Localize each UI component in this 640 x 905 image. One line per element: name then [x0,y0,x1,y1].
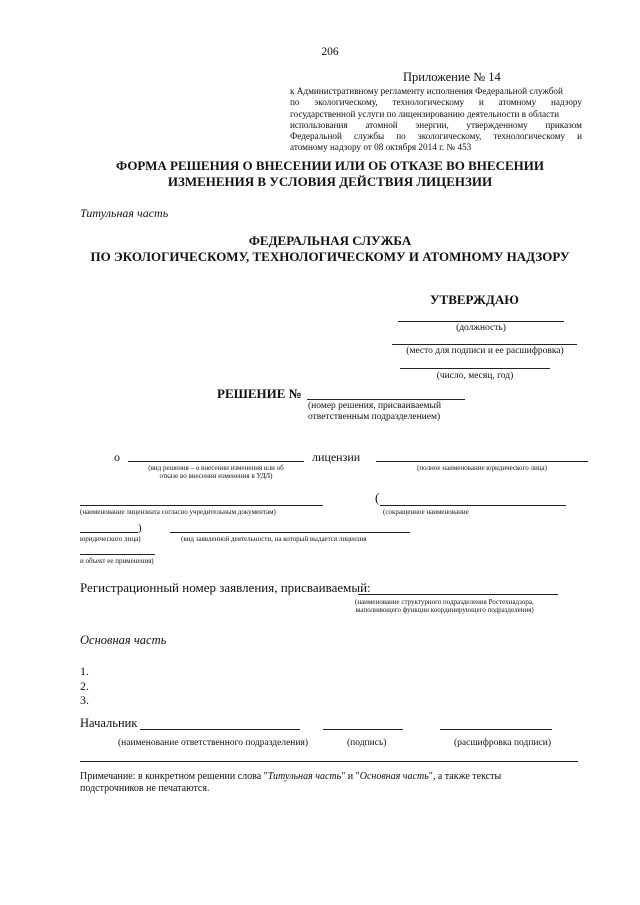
decision-type-caption-line: отказе во внесении изменения в УДЛ) [159,472,273,480]
licensee-name-line [80,505,323,506]
agency-line-1: ФЕДЕРАЛЬНАЯ СЛУЖБА [248,233,412,248]
decision-caption-line: (номер решения, присваиваемый [308,401,442,411]
list-item: 2. [80,678,89,693]
form-title [80,158,580,190]
appendix-title: Приложение № 14 [403,70,501,84]
legal-entity-line [80,532,138,533]
legal-name-line [376,461,588,462]
sign-caption: (подпись) [347,738,387,748]
activity-line [170,532,410,533]
decode-caption: (расшифровка подписи) [454,738,551,748]
license-prefix: о [114,450,120,464]
note-suffix: ", а также тексты [428,771,502,782]
registration-caption-line: выполняющего функции координирующего подразделения) [355,606,534,614]
note [80,771,501,795]
decision-label: РЕШЕНИЕ № [217,386,302,401]
appendix-line: атомному надзору от 08 октября 2014 г. № 453 [290,142,472,153]
approve-heading: УТВЕРЖДАЮ [430,292,519,307]
legal-name-caption: (полное наименование юридического лица) [417,464,547,472]
department-line [140,729,300,730]
appendix-line: по экологическому, технологическому и атомному надзору [290,97,582,108]
numbered-list [80,664,89,708]
decision-type-caption [128,464,304,480]
short-name-caption: (сокращенное наименование [383,508,469,516]
note-term-1: Титульная часть [267,771,342,782]
appendix-line: к Административному регламенту исполнения Федеральной службой [290,86,563,96]
sign-line [323,729,403,730]
form-title-line-1: ФОРМА РЕШЕНИЯ О ВНЕСЕНИИ ИЛИ ОБ ОТКАЗЕ ВО ВНЕСЕНИИ [116,158,544,173]
object-line [80,554,155,555]
open-parenthesis: ( [375,490,380,505]
decision-type-caption-line: (вид решения – о внесении изменения или об [148,464,284,472]
chief-label: Начальник [80,716,138,730]
note-middle: " и " [341,771,360,782]
licensee-caption: (наименование лицензиата согласно учредительным документам) [80,508,276,516]
short-name-line [380,505,566,506]
separator-line [80,761,578,762]
list-item: 3. [80,693,89,707]
date-line [400,368,550,369]
registration-label: Регистрационный номер заявления, присваиваемый: [80,580,371,595]
main-part-label: Основная часть [80,633,167,647]
decision-caption [308,401,441,423]
registration-line [358,594,558,595]
note-line-2: подстрочников не печатаются. [80,783,210,794]
list-item: 1. [80,664,89,678]
form-title-line-2: ИЗМЕНЕНИЯ В УСЛОВИЯ ДЕЙСТВИЯ ЛИЦЕНЗИИ [167,174,493,189]
decode-line [440,729,552,730]
signature-caption: (место для подписи и ее расшифровка) [406,346,564,356]
object-caption: и объект ее применения) [80,557,154,565]
page-number: 206 [321,46,339,58]
decision-caption-line: ответственным подразделением) [308,412,441,422]
activity-caption: (вид заявленной деятельности, на который выдается лицензия [181,535,367,543]
appendix-line: государственной услуги по лицензированию деятельности в области [290,108,560,119]
department-caption: (наименование ответственного подразделения) [118,738,309,748]
decision-number-line [307,399,465,400]
date-caption: (число, месяц, год) [436,371,514,381]
agency-name [60,233,600,265]
close-parenthesis: ) [138,522,142,534]
legal-entity-caption: юридического лица) [80,535,141,543]
license-word: лицензии [312,450,361,464]
note-line-1 [80,771,501,783]
note-term-2: Основная часть [359,771,429,782]
agency-line-2: ПО ЭКОЛОГИЧЕСКОМУ, ТЕХНОЛОГИЧЕСКОМУ И АТОМНОМУ НАДЗОРУ [90,249,570,264]
appendix-text [290,86,582,154]
registration-caption [355,598,534,614]
signature-line [392,344,577,345]
position-line [398,321,564,322]
registration-caption-line: (наименование структурного подразделения Ростехнадзора, [355,598,534,606]
note-prefix: Примечание: в конкретном решении слова " [80,771,268,782]
decision-type-line [128,461,304,462]
appendix-line: использования атомной энергии, утвержденному приказом [290,119,582,130]
position-caption: (должность) [456,323,506,333]
appendix-line: Федеральной службы по экологическому, технологическому и [290,131,582,142]
title-part-label: Титульная часть [80,206,169,220]
